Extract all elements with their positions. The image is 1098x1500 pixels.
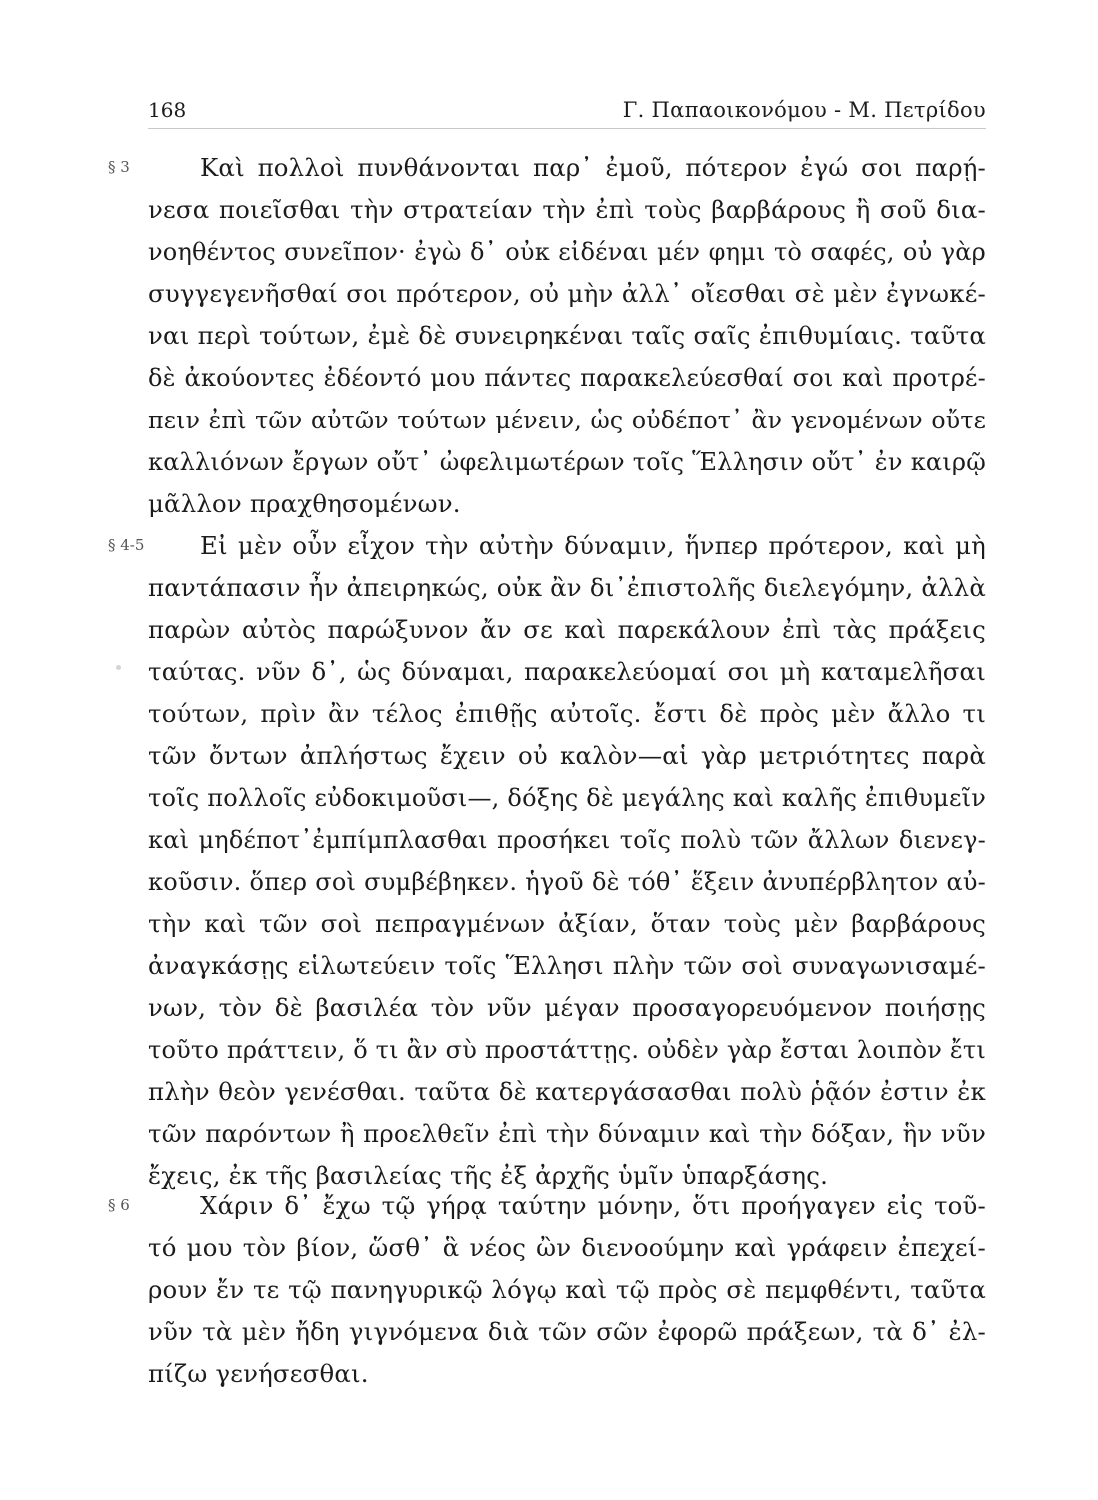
text-line: παρὼν αὐτὸς παρώξυνον ἄν σε καὶ παρεκάλουν ἐπὶ τὰς πράξεις	[148, 615, 986, 644]
text-line: νεσα ποιεῖσθαι τὴν στρατείαν τὴν ἐπὶ τοὺς βαρβάρους ἢ σοῦ δια-	[148, 195, 986, 224]
text-line: μᾶλλον πραχθησομένων.	[148, 489, 461, 518]
text-line: ρουν ἔν τε τῷ πανηγυρικῷ λόγῳ καὶ τῷ πρὸς σὲ πεμφθέντι, ταῦτα	[148, 1275, 986, 1304]
text-line: πίζω γενήσεσθαι.	[148, 1359, 369, 1388]
text-line: τούτων, πρὶν ἂν τέλος ἐπιθῇς αὐτοῖς. ἔστι δὲ πρὸς μὲν ἄλλο τι	[148, 699, 986, 728]
text-line: καλλιόνων ἔργων οὔτ᾽ ὠφελιμωτέρων τοῖς Ἕλλησιν οὔτ᾽ ἐν καιρῷ	[148, 448, 986, 476]
text-line: τῶν ὄντων ἀπλήστως ἔχειν οὐ καλὸν—αἱ γὰρ μετριότητες παρὰ	[148, 741, 986, 770]
section-mark-4-5: § 4-5	[108, 536, 145, 554]
text-line: νῦν τὰ μὲν ἤδη γιγνόμενα διὰ τῶν σῶν ἐφορῶ πράξεων, τὰ δ᾽ ἐλ-	[148, 1317, 986, 1346]
section-mark-6: § 6	[108, 1196, 130, 1214]
page-header	[148, 98, 986, 130]
text-line: κοῦσιν. ὅπερ σοὶ συμβέβηκεν. ἡγοῦ δὲ τόθ᾽ ἕξειν ἀνυπέρβλητον αὐ-	[148, 868, 986, 896]
text-line: τοῖς πολλοῖς εὐδοκιμοῦσι—, δόξης δὲ μεγάλης καὶ καλῆς ἐπιθυμεῖν	[148, 784, 986, 812]
text-line: Καὶ πολλοὶ πυνθάνονται παρ᾽ ἐμοῦ, πότερον ἐγώ σοι παρῄ-	[200, 153, 986, 182]
page-number: 168	[148, 98, 187, 122]
text-line: τῶν παρόντων ἢ προελθεῖν ἐπὶ τὴν δύναμιν καὶ τὴν δόξαν, ἣν νῦν	[148, 1119, 986, 1148]
text-line: συγγεγενῆσθαί σοι πρότερον, οὐ μὴν ἀλλ᾽ οἴεσθαι σὲ μὲν ἐγνωκέ-	[148, 279, 986, 308]
text-line: παντάπασιν ἦν ἀπειρηκώς, οὐκ ἂν δι᾽ἐπιστολῆς διελεγόμην, ἀλλὰ	[148, 573, 986, 602]
text-line: ἔχεις, ἐκ τῆς βασιλείας τῆς ἐξ ἀρχῆς ὑμῖν ὑπαρξάσης.	[148, 1161, 829, 1190]
text-line: τοῦτο πράττειν, ὅ τι ἂν σὺ προστάττῃς. οὐδὲν γὰρ ἔσται λοιπὸν ἔτι	[148, 1036, 986, 1064]
margin-speck	[116, 665, 121, 670]
running-head: Γ. Παπαοικονόμου - Μ. Πετρίδου	[622, 98, 986, 122]
text-line: Εἰ μὲν οὖν εἶχον τὴν αὐτὴν δύναμιν, ἥνπερ πρότερον, καὶ μὴ	[200, 531, 986, 560]
text-line: νοηθέντος συνεῖπον· ἐγὼ δ᾽ οὐκ εἰδέναι μέν φημι τὸ σαφές, οὐ γὰρ	[148, 238, 986, 266]
text-line: ταύτας. νῦν δ᾽, ὡς δύναμαι, παρακελεύομαί σοι μὴ καταμελῆσαι	[148, 657, 986, 686]
section-mark-3: § 3	[108, 158, 130, 176]
text-line: ἀναγκάσῃς εἱλωτεύειν τοῖς Ἕλλησι πλὴν τῶν σοὶ συναγωνισαμέ-	[148, 951, 986, 980]
text-line: Χάριν δ᾽ ἔχω τῷ γήρᾳ ταύτην μόνην, ὅτι προήγαγεν εἰς τοῦ-	[200, 1191, 986, 1220]
text-line: τό μου τὸν βίον, ὥσθ᾽ ἃ νέος ὢν διενοούμην καὶ γράφειν ἐπεχεί-	[148, 1233, 986, 1262]
text-line: δὲ ἀκούοντες ἐδέοντό μου πάντες παρακελεύεσθαί σοι καὶ προτρέ-	[148, 364, 986, 392]
text-line: καὶ μηδέποτ᾽ἐμπίμπλασθαι προσήκει τοῖς πολὺ τῶν ἄλλων διενεγ-	[148, 826, 986, 854]
text-line: πειν ἐπὶ τῶν αὐτῶν τούτων μένειν, ὡς οὐδέποτ᾽ ἂν γενομένων οὔτε	[148, 406, 986, 434]
text-line: τὴν καὶ τῶν σοὶ πεπραγμένων ἀξίαν, ὅταν τοὺς μὲν βαρβάρους	[148, 909, 986, 938]
text-line: νων, τὸν δὲ βασιλέα τὸν νῦν μέγαν προσαγορευόμενον ποιήσῃς	[148, 993, 986, 1022]
header-rule	[148, 128, 986, 129]
text-line: πλὴν θεὸν γενέσθαι. ταῦτα δὲ κατεργάσασθαι πολὺ ῥᾷόν ἐστιν ἐκ	[148, 1077, 986, 1106]
text-line: ναι περὶ τούτων, ἐμὲ δὲ συνειρηκέναι ταῖς σαῖς ἐπιθυμίαις. ταῦτα	[148, 321, 986, 350]
